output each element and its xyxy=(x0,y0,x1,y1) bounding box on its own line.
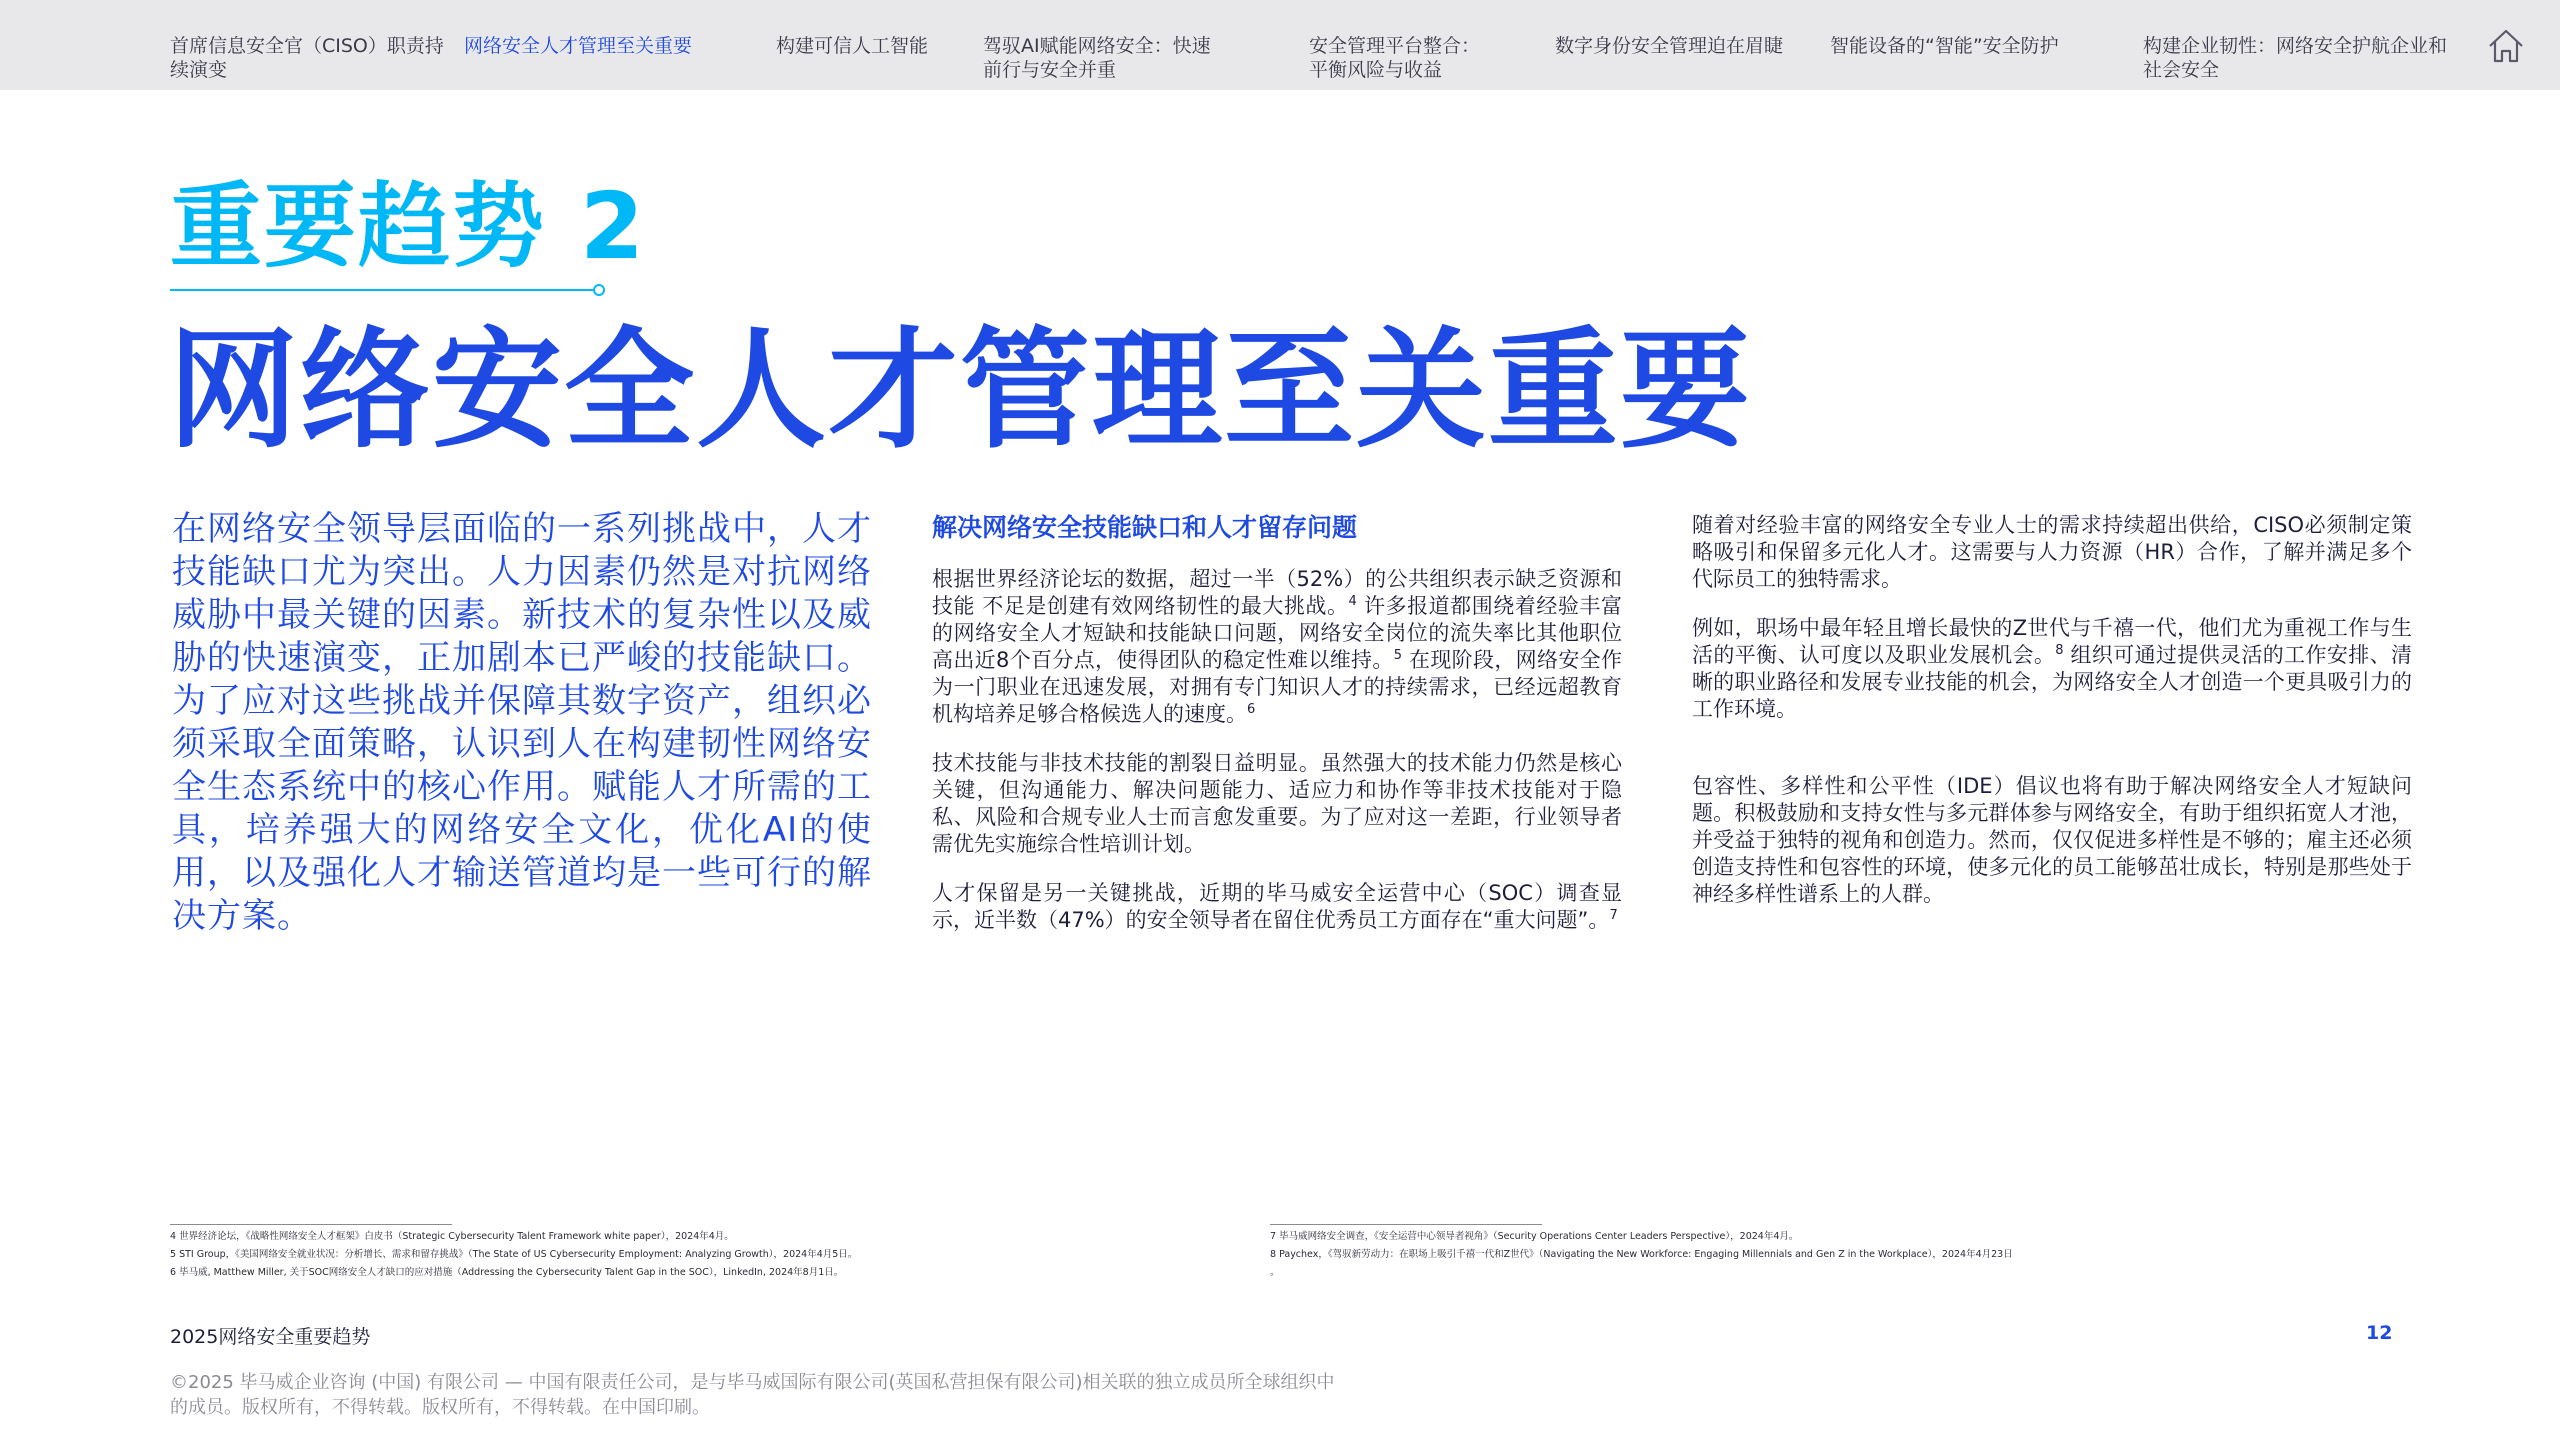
middle-column xyxy=(932,512,1622,956)
footnote-ref[interactable]: 4 xyxy=(1348,594,1357,609)
footnote-item: 。 xyxy=(1270,1267,1280,1278)
footnote-item: 6 毕马威, Matthew Miller, 关于SOC网络安全人才缺口的应对措施（Addressing the Cybersecurity Talent Gap in the SOC），LinkedIn, 2024年8月1日。 xyxy=(170,1267,844,1278)
footnote-item: 8 Paychex，《驾驭新劳动力：在职场上吸引千禧一代和Z世代》（Navigating the New Workforce: Engaging Millennials and Gen Z in the Workplace），2024年4月23日 xyxy=(1270,1249,2013,1260)
nav-item-enterprise-resilience[interactable] xyxy=(2143,34,2447,82)
nav-item-ciso-role[interactable] xyxy=(170,34,444,82)
nav-item-label: 前行与安全并重 xyxy=(983,59,1117,81)
lead-paragraph: 在网络安全领导层面临的一系列挑战中，人才技能缺口尤为突出。人力因素仍然是对抗网络威胁中最关键的因素。新技术的复杂性以及威胁的快速演变，正加剧本已严峻的技能缺口。为了应对这些挑战并保障其数字资产，组织必须采取全面策略，认识到人在构建韧性网络安全生态系统中的核心作用。赋能人才所需的工具，培养强大的网络安全文化，优化AI的使用，以及强化人才输送管道均是一些可行的解决方案。 xyxy=(172,509,872,936)
body-paragraph: 人才保留是另一关键挑战，近期的毕马威安全运营中心（SOC）调查显示，近半数（47%）的安全领导者在留住优秀员工方面存在“重大问题”。$^7$ xyxy=(932,881,1622,932)
nav-item-label: 安全管理平台整合： xyxy=(1309,35,1481,57)
nav-item-label: 社会安全 xyxy=(2143,59,2220,81)
body-paragraph: 例如，职场中最年轻且增长最快的Z世代与千禧一代，他们尤为重视工作与生活的平衡、认可度以及职业发展机会。$^8$ 组织可通过提供灵活的工作安排、清晰的职业路径和发展专业技能的机会，为网络安全人才创造一个更具吸引力的工作环境。 xyxy=(1692,616,2412,721)
nav-item-label: 驾驭AI赋能网络安全：快速 xyxy=(983,35,1211,57)
nav-item-trusted-ai[interactable] xyxy=(776,34,928,58)
copyright-notice: ©2025 毕马威企业咨询 (中国) 有限公司 — 中国有限责任公司，是与毕马威国际有限公司(英国私营担保有限公司)相关联的独立成员所全球组织中的成员。版权所有，不得转载。版权所有，不得转载。在中国印刷。 xyxy=(170,1372,1335,1418)
nav-item-label: 构建可信人工智能 xyxy=(776,35,929,57)
footnotes-left xyxy=(170,1228,857,1282)
nav-item-label: 智能设备的“智能”安全防护 xyxy=(1830,35,2059,57)
nav-item-ai-security[interactable] xyxy=(983,34,1211,82)
kicker-underline xyxy=(170,282,610,298)
nav-item-digital-identity[interactable] xyxy=(1555,34,1783,58)
nav-item-label: 数字身份安全管理迫在眉睫 xyxy=(1555,35,1784,57)
footnote-item: 7 毕马威网络安全调查，《安全运营中心领导者视角》（Security Operations Center Leaders Perspective），2024年4月。 xyxy=(1270,1231,1799,1242)
nav-item-platform-integration[interactable] xyxy=(1309,34,1480,82)
nav-item-label: 平衡风险与收益 xyxy=(1309,59,1443,81)
footnote-ref[interactable]: 7 xyxy=(1609,908,1618,923)
nav-item-smart-devices[interactable] xyxy=(1830,34,2059,58)
page-number: 12 xyxy=(2366,1322,2393,1344)
nav-item-talent-management[interactable] xyxy=(464,34,692,58)
body-paragraph: 包容性、多样性和公平性（IDE）倡议也将有助于解决网络安全人才短缺问题。积极鼓励和支持女性与多元群体参与网络安全，有助于组织拓宽人才池，并受益于独特的视角和创造力。然而，仅仅促进多样性是不够的；雇主还必须创造支持性和包容性的环境，使多元化的员工能够茁壮成长，特别是那些处于神经多样性谱系上的人群。 xyxy=(1692,774,2412,906)
section-subheading: 解决网络安全技能缺口和人才留存问题 xyxy=(932,513,1358,542)
footnote-ref[interactable]: 8 xyxy=(2055,643,2064,658)
footnote-divider xyxy=(170,1224,452,1225)
nav-item-label: 首席信息安全官（CISO）职责持 xyxy=(170,35,444,57)
footnotes-right xyxy=(1270,1228,2013,1282)
body-paragraph: 技术技能与非技术技能的割裂日益明显。虽然强大的技术能力仍然是核心关键，但沟通能力、解决问题能力、适应力和协作等非技术技能对于隐私、风险和合规专业人士而言愈发重要。为了应对这一差距，行业领导者需优先实施综合性培训计划。 xyxy=(932,751,1622,856)
footnote-divider xyxy=(1270,1224,1542,1225)
body-paragraph: 随着对经验丰富的网络安全专业人士的需求持续超出供给，CISO必须制定策略吸引和保留多元化人才。这需要与人力资源（HR）合作，了解并满足多个代际员工的独特需求。 xyxy=(1692,513,2412,591)
nav-item-label: 构建企业韧性：网络安全护航企业和 xyxy=(2143,35,2448,57)
footnote-item: 5 STI Group，《美国网络安全就业状况：分析增长、需求和留存挑战》（The State of US Cybersecurity Employment: Analyzing Growth），2024年4月5日。 xyxy=(170,1249,858,1260)
document-title: 2025网络安全重要趋势 xyxy=(170,1326,371,1348)
trend-kicker: 重要趋势 2 xyxy=(170,173,647,280)
footnote-ref[interactable]: 6 xyxy=(1247,702,1256,717)
footnote-item: 4 世界经济论坛，《战略性网络安全人才框架》白皮书（Strategic Cybersecurity Talent Framework white paper），2024年4月。 xyxy=(170,1231,734,1242)
home-button[interactable] xyxy=(2486,26,2526,66)
nav-item-label: 续演变 xyxy=(170,59,228,81)
body-paragraph: 根据世界经济论坛的数据，超过一半（52%）的公共组织表示缺乏资源和技能 不足是创建有效网络韧性的最大挑战。$^4$ 许多报道都围绕着经验丰富的网络安全人才短缺和技能缺口问题，网络安全岗位的流失率比其他职位高出近8个百分点，使得团队的稳定性难以维持。$^5$ 在现阶段，网络安全作为一门职业在迅速发展，对拥有专门知识人才的持续需求，已经远超教育机构培养足够合格候选人的速度。$^6$ xyxy=(932,567,1622,726)
top-navigation xyxy=(0,0,2560,90)
right-column xyxy=(1692,512,2412,930)
footnote-ref[interactable]: 5 xyxy=(1393,648,1402,663)
nav-item-label: 网络安全人才管理至关重要 xyxy=(464,35,693,57)
home-icon xyxy=(2486,26,2526,66)
page-title: 网络安全人才管理至关重要 xyxy=(168,314,1753,466)
